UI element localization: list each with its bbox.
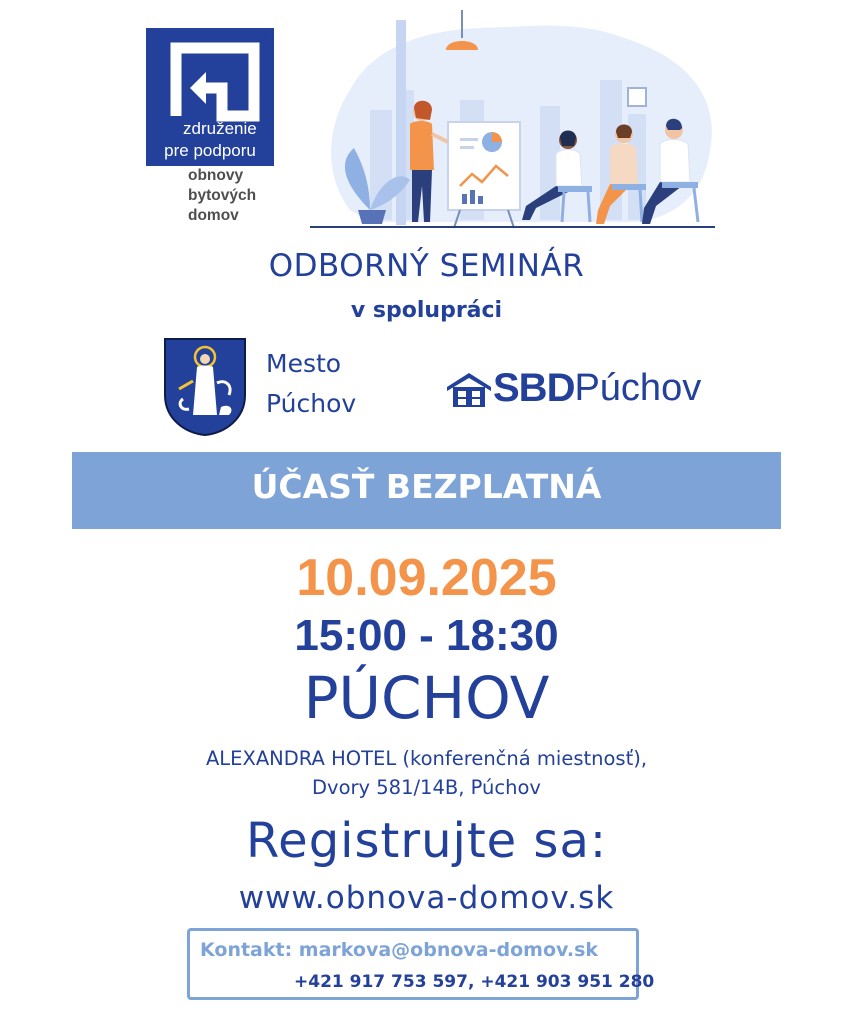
logo-text-line5: domov bbox=[188, 207, 239, 224]
contact-email[interactable]: Kontakt: markova@obnova-domov.sk bbox=[200, 939, 599, 961]
event-time: 15:00 - 18:30 bbox=[294, 611, 559, 660]
event-city: PÚCHOV bbox=[303, 664, 550, 732]
logo-text-line4: bytových bbox=[188, 187, 257, 204]
city-name-line2: Púchov bbox=[266, 389, 357, 418]
registered-mark: ® bbox=[258, 33, 268, 44]
registration-heading: Registrujte sa: bbox=[245, 813, 608, 869]
cooperation-subtitle: v spolupráci bbox=[350, 298, 503, 323]
city-name-line1: Mesto bbox=[266, 349, 342, 378]
logo-grey-text bbox=[188, 166, 256, 226]
seminar-illustration bbox=[310, 10, 720, 232]
building-icon bbox=[445, 369, 493, 409]
city-partner-name bbox=[266, 344, 356, 424]
city-coat-of-arms bbox=[163, 337, 247, 437]
sbd-logo-light: Púchov bbox=[574, 367, 702, 409]
registration-url[interactable]: www.obnova-domov.sk bbox=[238, 880, 615, 916]
contact-phones: +421 917 753 597, +421 903 951 280 bbox=[294, 972, 655, 992]
venue-address bbox=[0, 744, 853, 802]
venue-line1: ALEXANDRA HOTEL (konferenčná miestnosť), bbox=[205, 747, 648, 770]
logo-text-line2: pre podporu bbox=[164, 141, 256, 160]
free-admission-text: ÚČASŤ BEZPLATNÁ bbox=[251, 467, 602, 506]
logo-text-line3: obnovy bbox=[188, 167, 244, 184]
sbd-logo-bold: SBD bbox=[493, 366, 575, 410]
sbd-logo bbox=[445, 366, 701, 411]
logo-text-line1: združenie bbox=[183, 119, 257, 138]
event-date: 10.09.2025 bbox=[296, 549, 557, 607]
seminar-title: ODBORNÝ SEMINÁR bbox=[268, 248, 585, 284]
venue-line2: Dvory 581/14B, Púchov bbox=[312, 776, 541, 799]
